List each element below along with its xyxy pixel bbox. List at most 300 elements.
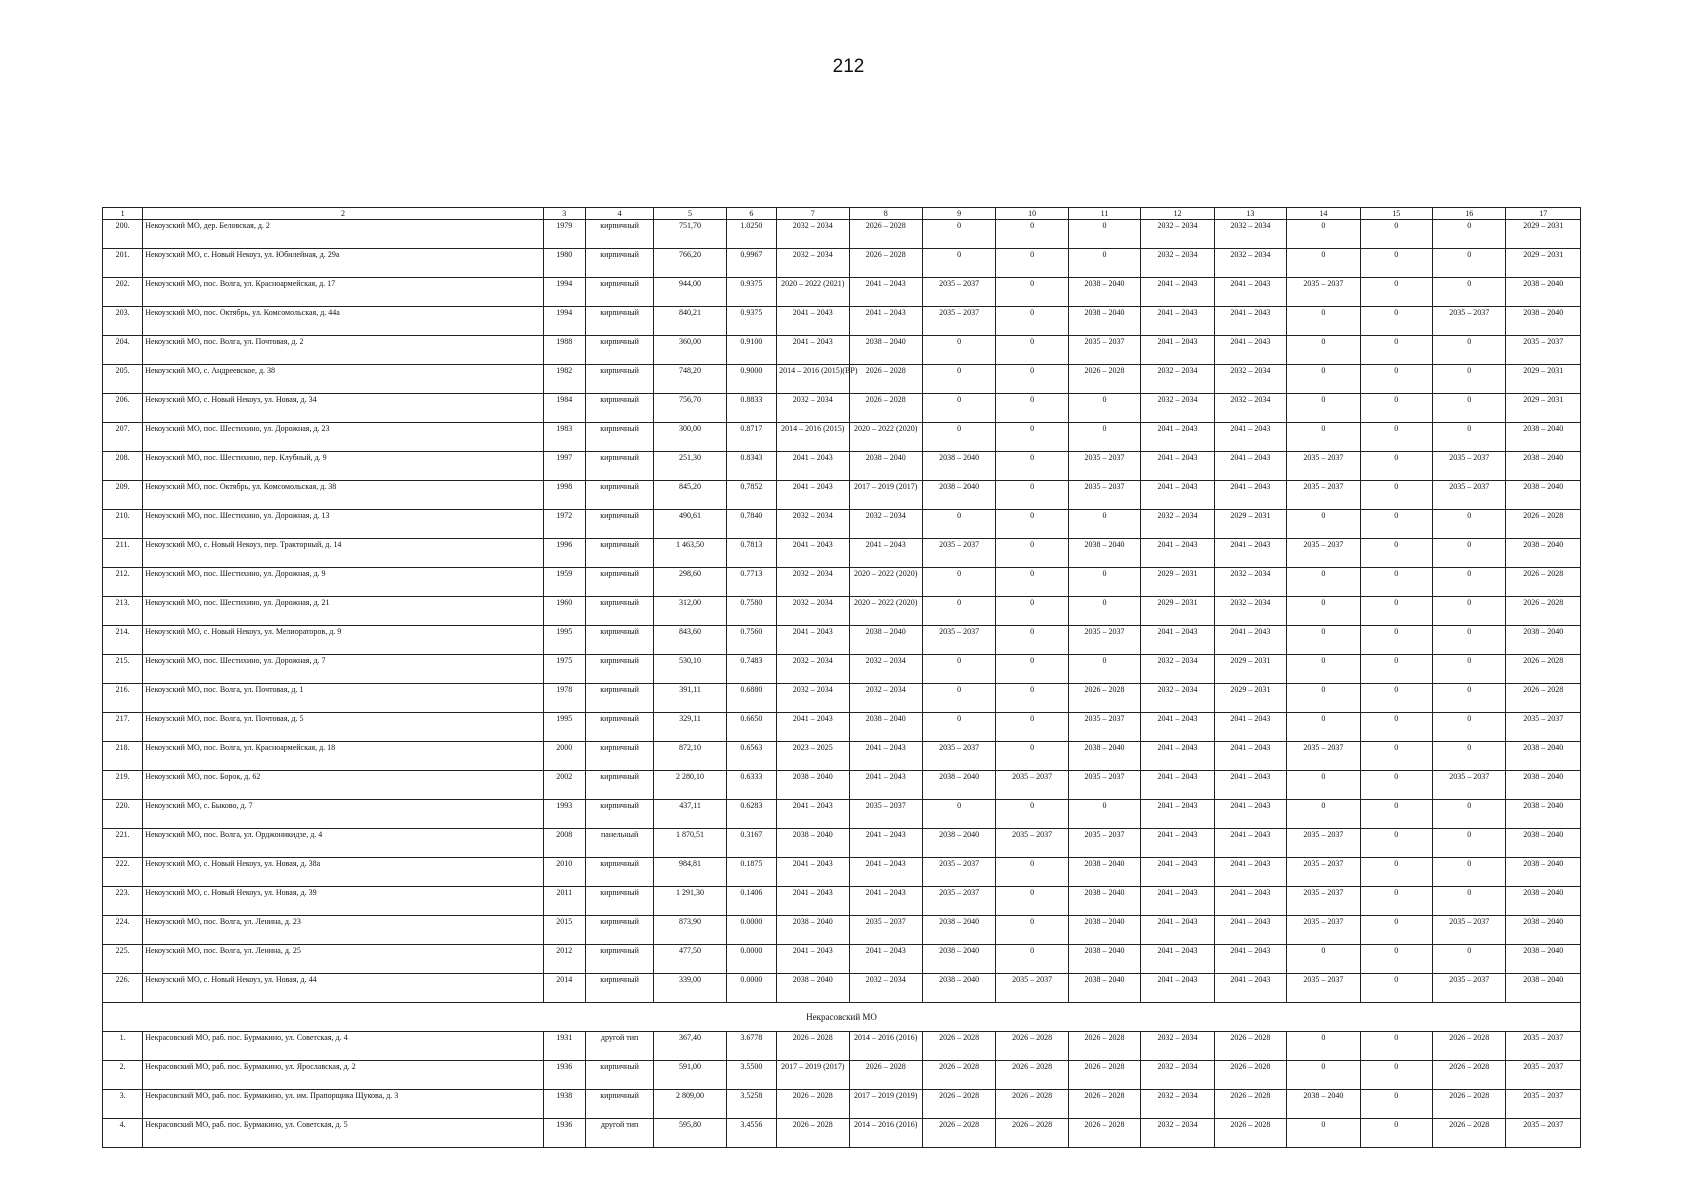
- table-cell: 2038 – 2040: [1506, 916, 1581, 945]
- table-cell: 208.: [103, 452, 143, 481]
- table-cell: 2002: [543, 771, 585, 800]
- table-cell: 0: [1433, 394, 1506, 423]
- address-cell: Некоузский МО, с. Новый Некоуз, ул. Мелиораторов, д. 9: [143, 626, 543, 655]
- table-cell: кирпичный: [585, 742, 653, 771]
- table-cell: 872,10: [654, 742, 726, 771]
- table-cell: 2026 – 2028: [1214, 1090, 1286, 1119]
- table-cell: 2041 – 2043: [1141, 829, 1214, 858]
- column-number: 13: [1214, 208, 1286, 220]
- table-cell: 2041 – 2043: [1141, 452, 1214, 481]
- table-cell: 2035 – 2037: [1506, 1090, 1581, 1119]
- table-cell: 0: [1360, 365, 1432, 394]
- table-cell: 2026 – 2028: [922, 1032, 995, 1061]
- table-cell: 0: [996, 626, 1068, 655]
- table-cell: 2026 – 2028: [1506, 568, 1581, 597]
- table-cell: 2026 – 2028: [849, 394, 922, 423]
- table-cell: 2038 – 2040: [922, 974, 995, 1003]
- table-cell: 0: [996, 336, 1068, 365]
- table-cell: 2017 – 2019 (2017): [777, 1061, 849, 1090]
- table-cell: 2038 – 2040: [1506, 539, 1581, 568]
- table-row: [103, 220, 1581, 249]
- table-cell: 2011: [543, 887, 585, 916]
- table-cell: 3.: [103, 1090, 143, 1119]
- table-cell: 0.7852: [726, 481, 776, 510]
- table-cell: 0.6333: [726, 771, 776, 800]
- address-cell: Некоузский МО, пос. Волга, ул. Красноармейская, д. 18: [143, 742, 543, 771]
- table-cell: 2041 – 2043: [849, 307, 922, 336]
- table-cell: 2035 – 2037: [1287, 829, 1360, 858]
- table-cell: кирпичный: [585, 597, 653, 626]
- table-cell: 2032 – 2034: [1141, 655, 1214, 684]
- table-cell: 2041 – 2043: [777, 481, 849, 510]
- address-cell: Некрасовский МО, раб. пос. Бурмакино, ул. Советская, д. 5: [143, 1119, 543, 1148]
- table-cell: 0: [1433, 858, 1506, 887]
- table-cell: 367,40: [654, 1032, 726, 1061]
- table-cell: кирпичный: [585, 510, 653, 539]
- table-cell: 3.4556: [726, 1119, 776, 1148]
- table-cell: 2038 – 2040: [922, 945, 995, 974]
- table-cell: 2032 – 2034: [1141, 1090, 1214, 1119]
- table-cell: 2035 – 2037: [1506, 1061, 1581, 1090]
- table-cell: 2029 – 2031: [1506, 220, 1581, 249]
- table-cell: 0: [1360, 916, 1432, 945]
- table-cell: 2038 – 2040: [1068, 742, 1140, 771]
- table-cell: 212.: [103, 568, 143, 597]
- table-cell: 840,21: [654, 307, 726, 336]
- table-cell: 2041 – 2043: [1214, 858, 1286, 887]
- address-cell: Некоузский МО, пос. Шестихино, ул. Дорожная, д. 9: [143, 568, 543, 597]
- table-cell: 0.6283: [726, 800, 776, 829]
- table-cell: 2032 – 2034: [1214, 394, 1286, 423]
- table-cell: 0: [1433, 539, 1506, 568]
- table-cell: 0: [1360, 481, 1432, 510]
- table-cell: 2026 – 2028: [1068, 1119, 1140, 1148]
- table-cell: 591,00: [654, 1061, 726, 1090]
- table-cell: 2038 – 2040: [922, 829, 995, 858]
- table-cell: 0: [922, 655, 995, 684]
- table-cell: 2023 – 2025: [777, 742, 849, 771]
- table-cell: 2032 – 2034: [1141, 220, 1214, 249]
- table-cell: кирпичный: [585, 684, 653, 713]
- table-row: [103, 278, 1581, 307]
- table-cell: 1984: [543, 394, 585, 423]
- table-cell: 2032 – 2034: [777, 249, 849, 278]
- table-row: [103, 626, 1581, 655]
- table-cell: 1972: [543, 510, 585, 539]
- address-cell: Некоузский МО, пос. Волга, ул. Орджоникидзе, д. 4: [143, 829, 543, 858]
- table-cell: 2041 – 2043: [777, 945, 849, 974]
- table-cell: 2026 – 2028: [777, 1090, 849, 1119]
- table-cell: 2032 – 2034: [1214, 365, 1286, 394]
- table-cell: 202.: [103, 278, 143, 307]
- table-cell: 2032 – 2034: [777, 655, 849, 684]
- table-cell: 0: [1287, 1119, 1360, 1148]
- table-cell: 0: [1433, 249, 1506, 278]
- table-cell: 2041 – 2043: [1214, 713, 1286, 742]
- table-cell: 2032 – 2034: [1214, 568, 1286, 597]
- table-cell: 0: [996, 423, 1068, 452]
- table-cell: 748,20: [654, 365, 726, 394]
- table-cell: 2020 – 2022 (2020): [849, 568, 922, 597]
- table-row: [103, 916, 1581, 945]
- table-cell: 0: [1287, 394, 1360, 423]
- address-cell: Некоузский МО, с. Новый Некоуз, ул. Новая, д. 34: [143, 394, 543, 423]
- table-row: [103, 510, 1581, 539]
- table-cell: 2041 – 2043: [849, 278, 922, 307]
- housing-register-table: [102, 207, 1581, 1148]
- table-cell: 2035 – 2037: [1287, 452, 1360, 481]
- table-cell: 944,00: [654, 278, 726, 307]
- table-cell: 1.0250: [726, 220, 776, 249]
- table-cell: 1998: [543, 481, 585, 510]
- table-cell: 477,50: [654, 945, 726, 974]
- address-cell: Некоузский МО, с. Андреевское, д. 38: [143, 365, 543, 394]
- table-cell: 2000: [543, 742, 585, 771]
- table-cell: 1978: [543, 684, 585, 713]
- table-cell: 2041 – 2043: [1141, 423, 1214, 452]
- table-cell: кирпичный: [585, 713, 653, 742]
- table-cell: 0: [996, 394, 1068, 423]
- table-cell: 0: [1360, 1032, 1432, 1061]
- table-cell: 2032 – 2034: [849, 510, 922, 539]
- table-cell: 222.: [103, 858, 143, 887]
- address-cell: Некоузский МО, с. Новый Некоуз, пер. Тракторный, д. 14: [143, 539, 543, 568]
- table-cell: другой тип: [585, 1032, 653, 1061]
- address-cell: Некрасовский МО, раб. пос. Бурмакино, ул. им. Прапорщика Щукова, д. 3: [143, 1090, 543, 1119]
- table-cell: 2032 – 2034: [1141, 365, 1214, 394]
- table-cell: 0: [996, 800, 1068, 829]
- table-cell: 1 463,50: [654, 539, 726, 568]
- page-number: 212: [832, 56, 865, 77]
- table-cell: 0: [996, 597, 1068, 626]
- table-cell: 2035 – 2037: [1506, 1032, 1581, 1061]
- table-cell: 984,81: [654, 858, 726, 887]
- table-cell: 1936: [543, 1119, 585, 1148]
- table-cell: 0: [1068, 655, 1140, 684]
- table-cell: 0.9375: [726, 307, 776, 336]
- table-cell: 2041 – 2043: [1214, 423, 1286, 452]
- table-cell: 0: [1287, 568, 1360, 597]
- table-cell: 2032 – 2034: [1141, 1032, 1214, 1061]
- table-row: [103, 1090, 1581, 1119]
- table-cell: 2035 – 2037: [1433, 481, 1506, 510]
- table-cell: 2041 – 2043: [1214, 829, 1286, 858]
- table-cell: кирпичный: [585, 249, 653, 278]
- table-cell: 2026 – 2028: [1433, 1090, 1506, 1119]
- table-cell: 2032 – 2034: [777, 510, 849, 539]
- table-cell: 2035 – 2037: [1287, 539, 1360, 568]
- table-cell: 2026 – 2028: [1506, 655, 1581, 684]
- table-cell: 0: [1287, 510, 1360, 539]
- table-row: [103, 858, 1581, 887]
- table-cell: 0: [996, 220, 1068, 249]
- table-cell: 1959: [543, 568, 585, 597]
- address-cell: Некоузский МО, пос. Шестихино, ул. Дорожная, д. 23: [143, 423, 543, 452]
- table-cell: 2035 – 2037: [996, 829, 1068, 858]
- table-cell: 2008: [543, 829, 585, 858]
- table-cell: 0: [1433, 742, 1506, 771]
- table-cell: 207.: [103, 423, 143, 452]
- table-cell: 215.: [103, 655, 143, 684]
- table-cell: 2017 – 2019 (2017): [849, 481, 922, 510]
- table-cell: 0: [1433, 829, 1506, 858]
- table-cell: 1997: [543, 452, 585, 481]
- table-cell: кирпичный: [585, 336, 653, 365]
- table-cell: кирпичный: [585, 481, 653, 510]
- table-cell: 0: [1287, 307, 1360, 336]
- table-cell: 0: [1360, 336, 1432, 365]
- table-cell: 2035 – 2037: [922, 887, 995, 916]
- table-cell: 437,11: [654, 800, 726, 829]
- table-cell: 2038 – 2040: [777, 771, 849, 800]
- table-cell: 2038 – 2040: [1068, 539, 1140, 568]
- table-cell: 1994: [543, 307, 585, 336]
- table-row: [103, 1119, 1581, 1148]
- table-cell: 2026 – 2028: [1214, 1032, 1286, 1061]
- table-cell: 0: [1287, 423, 1360, 452]
- table-cell: 2035 – 2037: [1433, 452, 1506, 481]
- table-cell: 0: [1287, 655, 1360, 684]
- table-cell: 0: [1360, 945, 1432, 974]
- table-cell: кирпичный: [585, 1090, 653, 1119]
- address-cell: Некоузский МО, с. Новый Некоуз, ул. Новая, д. 39: [143, 887, 543, 916]
- table-cell: 2038 – 2040: [849, 626, 922, 655]
- table-cell: 0: [922, 394, 995, 423]
- table-cell: 2041 – 2043: [1141, 481, 1214, 510]
- table-cell: 216.: [103, 684, 143, 713]
- table-cell: 206.: [103, 394, 143, 423]
- address-cell: Некоузский МО, пос. Шестихино, ул. Дорожная, д. 7: [143, 655, 543, 684]
- table-cell: 2035 – 2037: [1433, 307, 1506, 336]
- table-cell: кирпичный: [585, 307, 653, 336]
- table-cell: 2032 – 2034: [1141, 1119, 1214, 1148]
- address-cell: Некоузский МО, с. Новый Некоуз, ул. Новая, д. 44: [143, 974, 543, 1003]
- table-cell: 0: [1360, 597, 1432, 626]
- table-cell: 2038 – 2040: [849, 713, 922, 742]
- table-cell: 595,80: [654, 1119, 726, 1148]
- table-cell: 0: [996, 945, 1068, 974]
- table-cell: 2026 – 2028: [849, 220, 922, 249]
- table-cell: 2038 – 2040: [849, 336, 922, 365]
- table-cell: 2026 – 2028: [849, 365, 922, 394]
- table-cell: 0: [996, 713, 1068, 742]
- table-cell: 2017 – 2019 (2019): [849, 1090, 922, 1119]
- table-cell: 1.: [103, 1032, 143, 1061]
- table-cell: 2032 – 2034: [849, 684, 922, 713]
- table-cell: 0.7840: [726, 510, 776, 539]
- table-cell: 0: [1360, 539, 1432, 568]
- table-cell: 2029 – 2031: [1141, 568, 1214, 597]
- table-cell: 221.: [103, 829, 143, 858]
- table-cell: 1 291,30: [654, 887, 726, 916]
- table-cell: 0: [1360, 394, 1432, 423]
- table-cell: 0: [1360, 568, 1432, 597]
- table-cell: 2041 – 2043: [849, 945, 922, 974]
- address-cell: Некоузский МО, пос. Борок, д. 62: [143, 771, 543, 800]
- table-cell: 201.: [103, 249, 143, 278]
- table-cell: 2026 – 2028: [1068, 1032, 1140, 1061]
- table-cell: 1960: [543, 597, 585, 626]
- table-cell: 2041 – 2043: [1141, 771, 1214, 800]
- table-cell: 2029 – 2031: [1506, 365, 1581, 394]
- address-cell: Некоузский МО, пос. Волга, ул. Красноармейская, д. 17: [143, 278, 543, 307]
- table-cell: 2032 – 2034: [777, 220, 849, 249]
- table-cell: кирпичный: [585, 945, 653, 974]
- table-cell: 2026 – 2028: [849, 1061, 922, 1090]
- table-cell: 0: [922, 220, 995, 249]
- table-cell: 0.0000: [726, 945, 776, 974]
- table-cell: 2012: [543, 945, 585, 974]
- table-cell: 4.: [103, 1119, 143, 1148]
- table-cell: 360,00: [654, 336, 726, 365]
- table-cell: 2035 – 2037: [922, 626, 995, 655]
- table-cell: 2032 – 2034: [1141, 510, 1214, 539]
- table-cell: 0.7560: [726, 626, 776, 655]
- table-cell: 2038 – 2040: [922, 481, 995, 510]
- column-number: 2: [143, 208, 543, 220]
- table-row: [103, 887, 1581, 916]
- table-cell: 0: [1360, 887, 1432, 916]
- table-cell: 1995: [543, 626, 585, 655]
- table-cell: 0: [1360, 742, 1432, 771]
- table-cell: 1931: [543, 1032, 585, 1061]
- table-cell: 298,60: [654, 568, 726, 597]
- table-row: [103, 684, 1581, 713]
- table-cell: 2041 – 2043: [1214, 800, 1286, 829]
- table-cell: 2035 – 2037: [922, 858, 995, 887]
- table-cell: 2035 – 2037: [849, 800, 922, 829]
- table-cell: 2026 – 2028: [922, 1090, 995, 1119]
- table-cell: 0: [996, 481, 1068, 510]
- table-row: [103, 481, 1581, 510]
- table-cell: кирпичный: [585, 394, 653, 423]
- table-cell: 2035 – 2037: [1506, 1119, 1581, 1148]
- table-cell: 1988: [543, 336, 585, 365]
- table-cell: 0: [1360, 713, 1432, 742]
- table-cell: 0: [1068, 597, 1140, 626]
- section-row: [103, 1003, 1581, 1032]
- table-cell: 2041 – 2043: [777, 858, 849, 887]
- table-cell: 0: [922, 510, 995, 539]
- table-cell: 2038 – 2040: [777, 829, 849, 858]
- address-cell: Некоузский МО, пос. Волга, ул. Почтовая, д. 5: [143, 713, 543, 742]
- table-cell: 2038 – 2040: [922, 452, 995, 481]
- table-cell: 0: [1433, 568, 1506, 597]
- table-cell: 2041 – 2043: [1214, 278, 1286, 307]
- table-cell: 0: [1433, 887, 1506, 916]
- table-cell: 2035 – 2037: [1068, 452, 1140, 481]
- table-cell: 0: [1360, 829, 1432, 858]
- table-cell: 0: [996, 742, 1068, 771]
- table-cell: 2041 – 2043: [1214, 452, 1286, 481]
- table-cell: 2026 – 2028: [996, 1061, 1068, 1090]
- table-cell: 0.0000: [726, 974, 776, 1003]
- table-cell: 2038 – 2040: [1068, 974, 1140, 1003]
- table-cell: 0: [1287, 713, 1360, 742]
- table-cell: 2041 – 2043: [1214, 539, 1286, 568]
- table-cell: 2032 – 2034: [1214, 597, 1286, 626]
- table-cell: 0: [1433, 597, 1506, 626]
- table-cell: 2032 – 2034: [777, 597, 849, 626]
- column-number: 5: [654, 208, 726, 220]
- table-cell: 2041 – 2043: [1141, 974, 1214, 1003]
- table-cell: панельный: [585, 829, 653, 858]
- address-cell: Некоузский МО, с. Новый Некоуз, ул. Юбилейная, д. 29а: [143, 249, 543, 278]
- table-cell: 0: [1433, 713, 1506, 742]
- address-cell: Некоузский МО, пос. Волга, ул. Почтовая, д. 1: [143, 684, 543, 713]
- table-cell: 2026 – 2028: [922, 1061, 995, 1090]
- table-cell: 2032 – 2034: [1141, 394, 1214, 423]
- table-cell: 0: [1433, 278, 1506, 307]
- table-row: [103, 452, 1581, 481]
- table-cell: 218.: [103, 742, 143, 771]
- table-cell: 2038 – 2040: [777, 916, 849, 945]
- table-cell: 2041 – 2043: [849, 742, 922, 771]
- table-cell: 0.3167: [726, 829, 776, 858]
- table-cell: 2.: [103, 1061, 143, 1090]
- table-cell: 0: [1287, 220, 1360, 249]
- table-cell: 3.6778: [726, 1032, 776, 1061]
- table-cell: 0: [1360, 220, 1432, 249]
- table-cell: 2041 – 2043: [1214, 887, 1286, 916]
- table-cell: 214.: [103, 626, 143, 655]
- address-cell: Некоузский МО, пос. Шестихино, ул. Дорожная, д. 21: [143, 597, 543, 626]
- table-row: [103, 249, 1581, 278]
- table-cell: кирпичный: [585, 771, 653, 800]
- table-cell: 0.0000: [726, 916, 776, 945]
- table-cell: кирпичный: [585, 1061, 653, 1090]
- table-cell: 2014 – 2016 (2015): [777, 423, 849, 452]
- table-cell: 0: [996, 539, 1068, 568]
- table-cell: 2041 – 2043: [1214, 307, 1286, 336]
- table-cell: 2041 – 2043: [777, 887, 849, 916]
- table-cell: 2041 – 2043: [1214, 974, 1286, 1003]
- table-cell: 845,20: [654, 481, 726, 510]
- column-number: 11: [1068, 208, 1140, 220]
- table-cell: 1936: [543, 1061, 585, 1090]
- table-cell: 2041 – 2043: [777, 539, 849, 568]
- address-cell: Некоузский МО, с. Новый Некоуз, ул. Новая, д. 38а: [143, 858, 543, 887]
- table-cell: 0: [1360, 1119, 1432, 1148]
- address-cell: Некрасовский МО, раб. пос. Бурмакино, ул. Ярославская, д. 2: [143, 1061, 543, 1090]
- table-row: [103, 539, 1581, 568]
- table-cell: кирпичный: [585, 916, 653, 945]
- table-cell: 0: [996, 365, 1068, 394]
- table-cell: 200.: [103, 220, 143, 249]
- table-cell: 1994: [543, 278, 585, 307]
- table-cell: 2035 – 2037: [1068, 829, 1140, 858]
- table-cell: 2026 – 2028: [996, 1032, 1068, 1061]
- table-cell: 204.: [103, 336, 143, 365]
- table-cell: кирпичный: [585, 220, 653, 249]
- table-cell: 0: [1360, 510, 1432, 539]
- table-cell: 329,11: [654, 713, 726, 742]
- table-cell: 2038 – 2040: [1506, 800, 1581, 829]
- table-cell: 217.: [103, 713, 143, 742]
- table-cell: 2038 – 2040: [1506, 771, 1581, 800]
- table-row: [103, 742, 1581, 771]
- table-cell: 2029 – 2031: [1506, 249, 1581, 278]
- table-cell: 2038 – 2040: [1068, 945, 1140, 974]
- table-cell: 1975: [543, 655, 585, 684]
- table-cell: 223.: [103, 887, 143, 916]
- table-cell: 2026 – 2028: [1068, 365, 1140, 394]
- table-cell: 0.8717: [726, 423, 776, 452]
- table-cell: 2026 – 2028: [1214, 1061, 1286, 1090]
- table-cell: 0.1406: [726, 887, 776, 916]
- table-cell: 2032 – 2034: [777, 394, 849, 423]
- table-cell: 2035 – 2037: [922, 307, 995, 336]
